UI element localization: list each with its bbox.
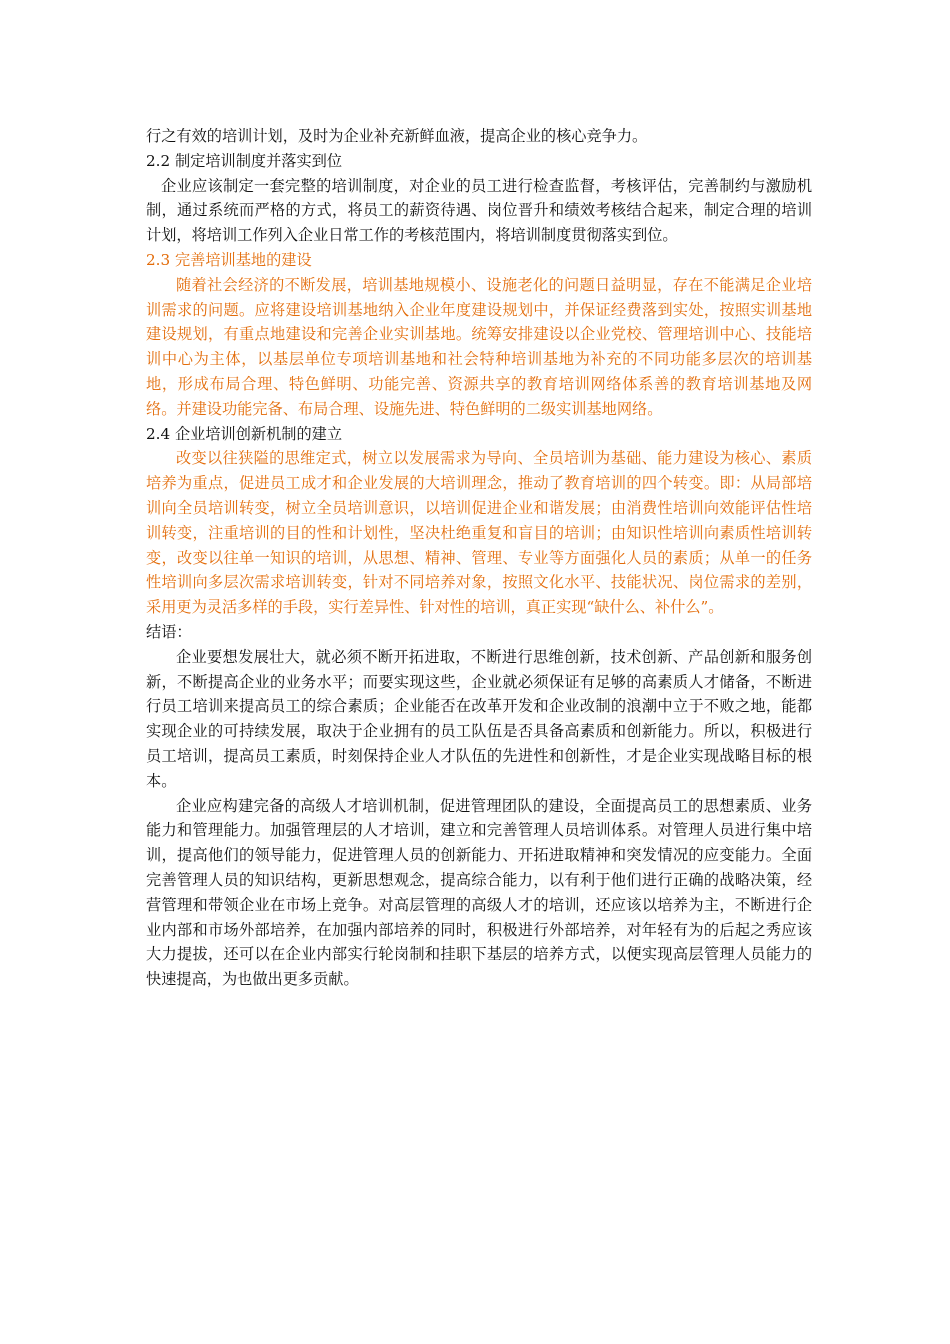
paragraph-section-2-4: 改变以往狭隘的思维定式，树立以发展需求为导向、全员培训为基础、能力建设为核心、素质培养为重点，促进员工成才和企业发展的大培训理念，推动了教育培训的四个转变。即：从局部培训向全员培训转变，树立全员培训意识，以培训促进企业和谐发展；由消费性培训向效能评估性培训转变，注重培训的目的性和计划性，坚决杜绝重复和盲目的培训；由知识性培训向素质性培训转变，改变以往单一知识的培训，从思想、精神、管理、专业等方面强化人员的素质；从单一的任务性培训向多层次需求培训转变，针对不同培养对象，按照文化水平、技能状况、岗位需求的差别，采用更为灵活多样的手段，实行差异性、针对性的培训，真正实现“缺什么、补什么”。	[146, 449, 812, 617]
heading-conclusion: 结语：	[146, 622, 192, 641]
paragraph-section-2-2: 企业应该制定一套完整的培训制度，对企业的员工进行检查监督，考核评估，完善制约与激励机制，通过系统而严格的方式，将员工的薪资待遇、岗位晋升和绩效考核结合起来，制定合理的培训计划，将培训工作列入企业日常工作的考核范围内，将培训制度贯彻落实到位。	[146, 176, 812, 245]
paragraph-intro-tail: 行之有效的培训计划，及时为企业补充新鲜血液，提高企业的核心竞争力。	[146, 127, 648, 145]
document-body	[146, 124, 812, 992]
heading-section-2-2: 2.2 制定培训制度并落实到位	[146, 151, 343, 170]
heading-section-2-3: 2.3 完善培训基地的建设	[146, 250, 312, 269]
paragraph-section-2-3: 随着社会经济的不断发展，培训基地规模小、设施老化的问题日益明显，存在不能满足企业培训需求的问题。应将建设培训基地纳入企业年度建设规划中，并保证经费落到实处，按照实训基地建设规划，有重点地建设和完善企业实训基地。统筹安排建设以企业党校、管理培训中心、技能培训中心为主体，以基层单位专项培训基地和社会特种培训基地为补充的不同功能多层次的培训基地，形成布局合理、特色鲜明、功能完善、资源共享的教育培训网络体系善的教育培训基地及网络。并建设功能完备、布局合理、设施先进、特色鲜明的二级实训基地网络。	[146, 275, 812, 418]
paragraph-conclusion-2: 企业应构建完备的高级人才培训机制，促进管理团队的建设，全面提高员工的思想素质、业务能力和管理能力。加强管理层的人才培训，建立和完善管理人员培训体系。对管理人员进行集中培训，提高他们的领导能力，促进管理人员的创新能力、开拓进取精神和突发情况的应变能力。全面完善管理人员的知识结构，更新思想观念，提高综合能力，以有利于他们进行正确的战略决策，经营管理和带领企业在市场上竞争。对高层管理的高级人才的培训，还应该以培养为主，不断进行企业内部和市场外部培养，在加强内部培养的同时，积极进行外部培养，对年轻有为的后起之秀应该大力提拔，还可以在企业内部实行轮岗制和挂职下基层的培养方式，以便实现高层管理人员能力的快速提高，为也做出更多贡献。	[146, 796, 812, 989]
heading-section-2-4: 2.4 企业培训创新机制的建立	[146, 424, 343, 443]
paragraph-conclusion-1: 企业要想发展壮大，就必须不断开拓进取，不断进行思维创新，技术创新、产品创新和服务创新，不断提高企业的业务水平；而要实现这些，企业就必须保证有足够的高素质人才储备，不断进行员工培训来提高员工的综合素质；企业能否在改革开发和企业改制的浪潮中立于不败之地，能都实现企业的可持续发展，取决于企业拥有的员工队伍是否具备高素质和创新能力。所以，积极进行员工培训，提高员工素质，时刻保持企业人才队伍的先进性和创新性，才是企业实现战略目标的根本。	[146, 647, 812, 790]
